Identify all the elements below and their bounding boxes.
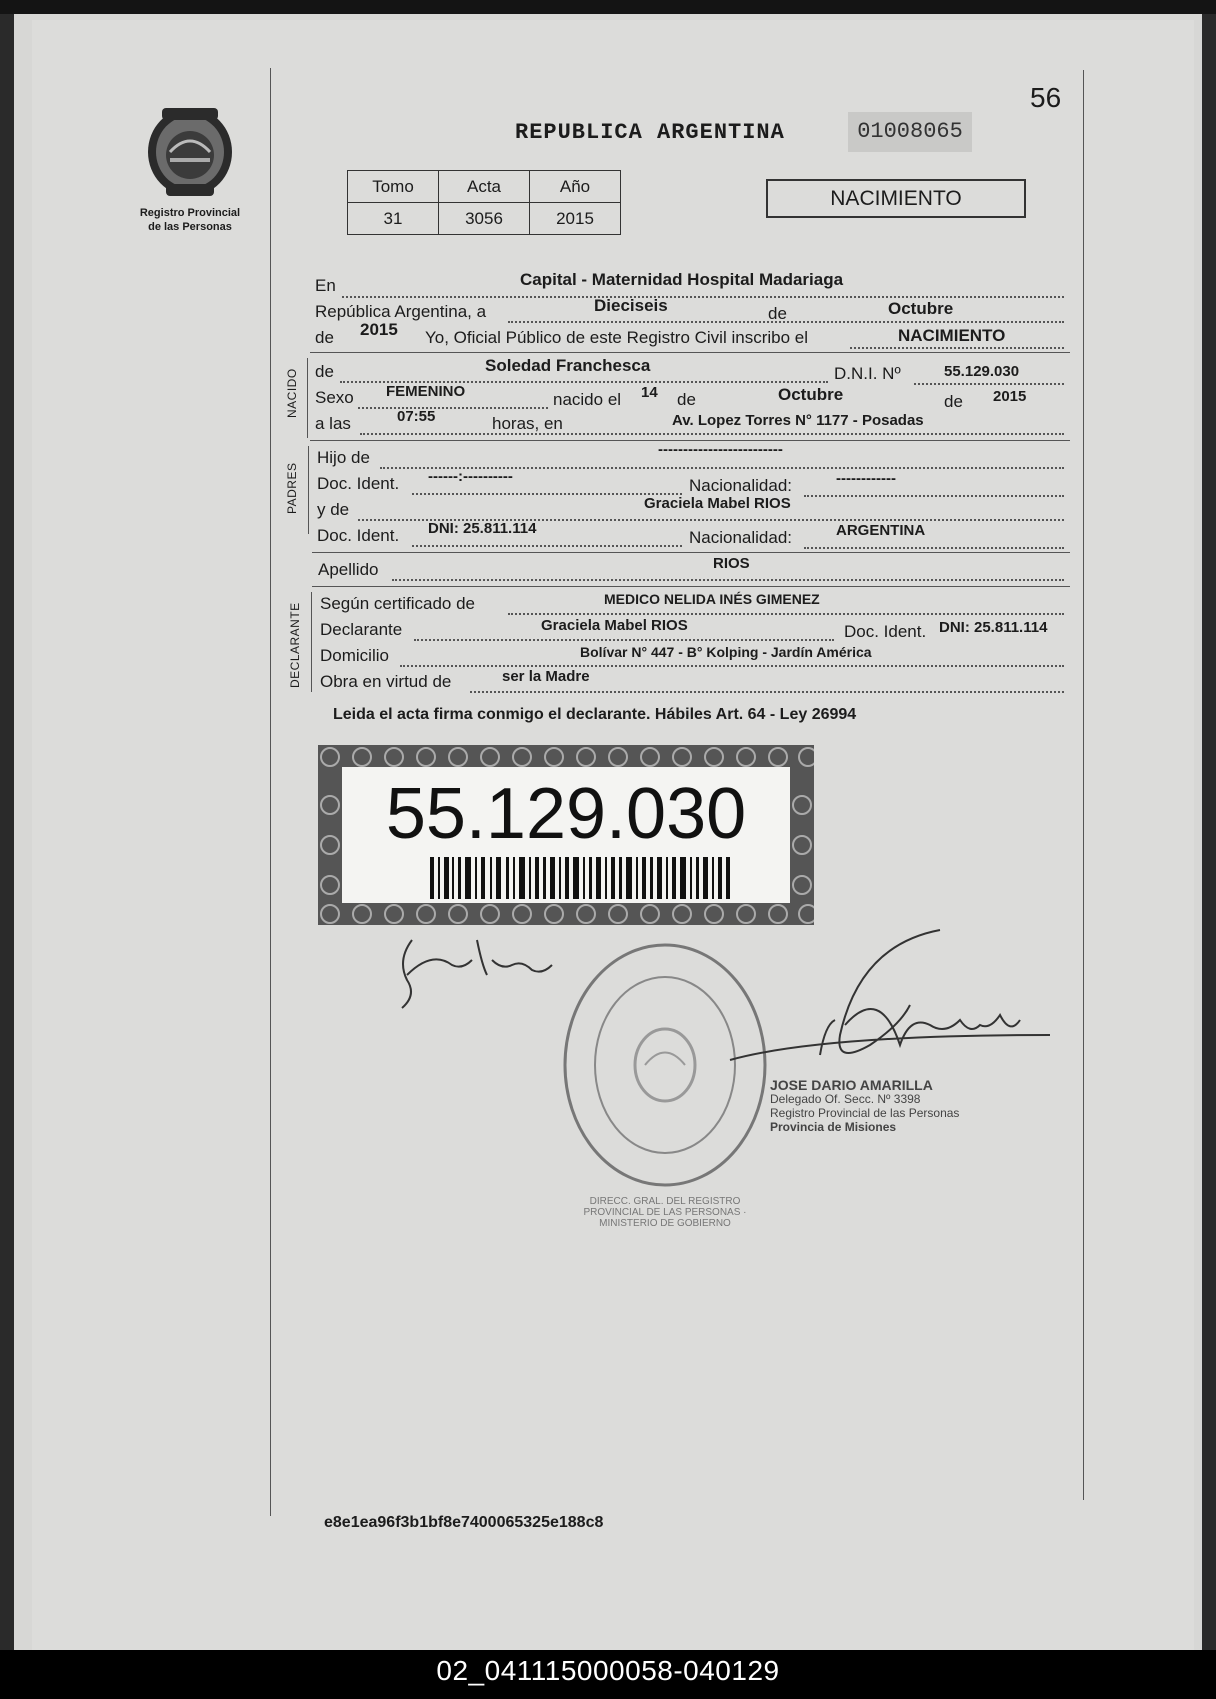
section-divider	[310, 352, 1070, 353]
value-acta: 3056	[439, 203, 530, 235]
official-registry: Registro Provincial de las Personas	[770, 1106, 960, 1120]
mother-nationality-value: ARGENTINA	[836, 522, 926, 539]
birth-year-value: 2015	[993, 388, 1027, 405]
dotted-line	[508, 612, 1064, 615]
dni-label: D.N.I. Nº	[834, 364, 901, 383]
declarant-label: Declarante	[320, 620, 403, 639]
reference-table	[347, 170, 621, 235]
surname-label: Apellido	[318, 560, 379, 579]
father-doc-value: ------:----------	[428, 468, 513, 485]
de-label: de	[944, 392, 963, 411]
acting-as-value: ser la Madre	[502, 668, 590, 685]
de-label: de	[768, 304, 787, 323]
document-hash: e8e1ea96f3b1bf8e7400065325e188c8	[324, 1514, 604, 1531]
dotted-line	[400, 664, 1064, 667]
dotted-line	[358, 406, 548, 409]
province-shield-icon	[140, 100, 240, 200]
child-name-value: Soledad Franchesca	[485, 356, 651, 375]
dni-sticker	[318, 745, 814, 925]
certificate-label: Según certificado de	[320, 594, 475, 613]
value-anio: 2015	[530, 203, 621, 235]
doc-label: Doc. Ident.	[844, 622, 927, 641]
at-label: a las	[315, 414, 351, 433]
mother-name-value: Graciela Mabel RIOS	[644, 495, 791, 512]
dotted-line	[414, 638, 834, 641]
section-bracket	[308, 446, 309, 534]
dotted-line	[412, 544, 682, 547]
month-value: Octubre	[888, 299, 954, 318]
reference-value-row	[348, 203, 621, 235]
doc-label: Doc. Ident.	[317, 526, 400, 545]
page-number: 56	[1030, 82, 1062, 113]
stamp-text: DIRECC. GRAL. DEL REGISTRO PROVINCIAL DE LAS PERSONAS · MINISTERIO DE GOBIERNO	[583, 1196, 747, 1229]
child-dni-value: 55.129.030	[944, 363, 1020, 380]
surname-value: RIOS	[713, 555, 750, 572]
address-label: Domicilio	[320, 646, 389, 665]
dotted-line	[804, 546, 1064, 549]
declarant-doc-value: DNI: 25.811.114	[939, 619, 1048, 636]
scanner-top-border	[0, 0, 1216, 14]
dni-label-inner	[342, 767, 790, 903]
registry-logo	[135, 100, 245, 233]
serial-number: 01008065	[848, 112, 972, 152]
section-bracket	[311, 592, 312, 692]
nationality-label: Nacionalidad:	[689, 528, 793, 547]
section-bracket	[307, 358, 308, 438]
de-label: de	[677, 390, 696, 409]
born-label: nacido el	[553, 390, 622, 409]
declarant-name-value: Graciela Mabel RIOS	[541, 617, 688, 634]
parents-section-label: PADRES	[285, 462, 299, 514]
officer-text: Yo, Oficial Público de este Registro Civil inscribo el	[425, 328, 808, 347]
registry-name-line1: Registro Provincial	[139, 207, 241, 219]
doc-label: Doc. Ident.	[317, 474, 400, 493]
year-value: 2015	[360, 320, 398, 339]
registration-type-value: NACIMIENTO	[898, 326, 1006, 345]
place-value: Capital - Maternidad Hospital Madariaga	[520, 270, 844, 289]
birth-address-value: Av. Lopez Torres N° 1177 - Posadas	[672, 412, 924, 429]
republic-label: República Argentina, a	[315, 302, 487, 321]
barcode-icon	[430, 857, 730, 899]
declarant-section-label: DECLARANTE	[288, 602, 302, 688]
dotted-line	[850, 346, 1064, 349]
reference-header-row	[348, 171, 621, 203]
address-value: Bolívar N° 447 - B° Kolping - Jardín América	[580, 644, 872, 660]
legal-text: Leida el acta firma conmigo el declarante. Hábiles Art. 64 - Ley 26994	[333, 706, 857, 723]
value-tomo: 31	[348, 203, 439, 235]
de-label: de	[315, 328, 334, 347]
header-acta: Acta	[439, 171, 530, 203]
father-nationality-value: ------------	[836, 470, 896, 487]
header-anio: Año	[530, 171, 621, 203]
birth-month-value: Octubre	[778, 385, 844, 404]
act-type-box: NACIMIENTO	[766, 179, 1026, 218]
dotted-line	[412, 492, 682, 495]
dotted-line	[392, 578, 1064, 581]
mother-doc-value: DNI: 25.811.114	[428, 520, 537, 537]
birth-time-value: 07:55	[397, 408, 436, 425]
section-divider	[312, 552, 1070, 553]
right-margin-line	[1083, 70, 1084, 1500]
father-name-value: -------------------------	[658, 441, 783, 458]
official-block	[770, 1078, 959, 1134]
son-of-label: Hijo de	[317, 448, 370, 467]
dotted-line	[342, 295, 1064, 298]
hours-label: horas, en	[492, 414, 563, 433]
dotted-line	[914, 382, 1064, 385]
dni-label-number: 55.129.030	[385, 774, 747, 854]
day-words-value: Dieciseis	[594, 296, 668, 315]
left-margin-line	[270, 68, 271, 1516]
dotted-line	[360, 432, 1064, 435]
registry-name-line2: de las Personas	[148, 221, 232, 233]
dotted-line	[804, 494, 1064, 497]
country-title: REPUBLICA ARGENTINA	[515, 120, 785, 145]
official-role: Delegado Of. Secc. Nº 3398	[770, 1092, 921, 1106]
scan-file-code: 02_041115000058-040129	[436, 1655, 780, 1686]
certificate-value: MEDICO NELIDA INÉS GIMENEZ	[604, 591, 820, 607]
official-signature	[670, 925, 1080, 1095]
acting-label: Obra en virtud de	[320, 672, 452, 691]
born-section-label: NACIDO	[285, 368, 299, 418]
declarant-signature	[392, 920, 562, 1010]
official-province: Provincia de Misiones	[770, 1120, 897, 1134]
sex-label: Sexo	[315, 388, 354, 407]
section-divider	[312, 586, 1070, 587]
sex-value: FEMENINO	[386, 383, 466, 400]
en-label: En	[315, 276, 336, 295]
nationality-label: Nacionalidad:	[689, 476, 793, 495]
birth-day-value: 14	[641, 384, 658, 401]
header-tomo: Tomo	[348, 171, 439, 203]
de-label: de	[315, 362, 334, 381]
official-name: JOSE DARIO AMARILLA	[770, 1077, 933, 1093]
and-of-label: y de	[317, 500, 350, 519]
dotted-line	[470, 690, 1064, 693]
